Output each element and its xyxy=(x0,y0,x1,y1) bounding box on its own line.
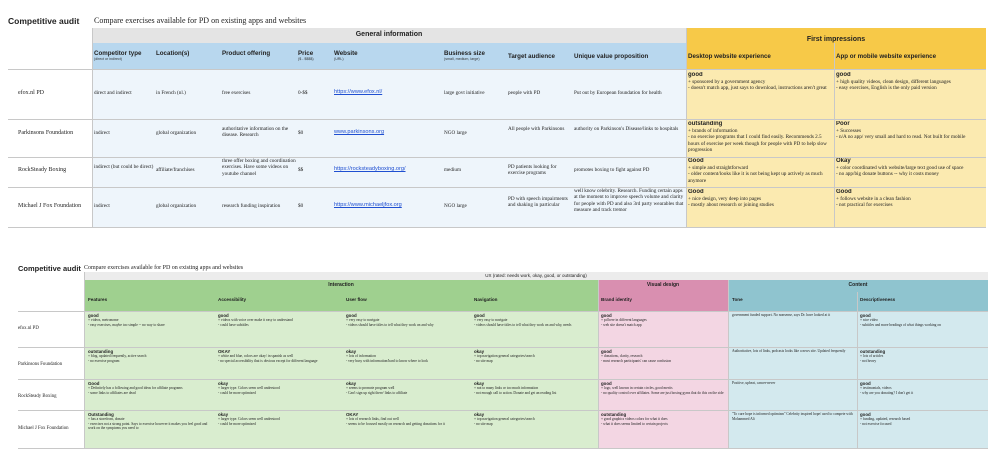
group-first-impressions: First impressions xyxy=(806,36,866,43)
cell-descriptiveness: good + testimonials, videos - why are you donating? I don't get it xyxy=(860,381,914,395)
divider xyxy=(598,280,599,448)
cell-uvp: promotes boxing to fight against PD xyxy=(574,167,650,173)
divider xyxy=(92,28,93,227)
group-general-information: General information xyxy=(355,31,423,38)
cell-user-flow: okay + seems to promote program well - Can't sign up right there/ links to affiliate xyxy=(346,381,408,395)
cell-accessibility: good + videos with voice over make it easy to understand - could have subtitles xyxy=(218,313,293,327)
row-name: RockSteady Boxing xyxy=(18,394,57,399)
top-audit-title: Competitive audit xyxy=(8,16,80,26)
cell-uvp: authority on Parkinson's Disease/links to hospitals xyxy=(574,126,679,132)
cell-audience: PD patients looking for exercise programs xyxy=(508,164,557,177)
cell-uvp: Put out by European foundation for health xyxy=(574,90,662,96)
row-name: Michael J Fox Foundation xyxy=(18,426,69,431)
cell-navigation: okay + not to many links or too much information - not enough call to action. Donate and get an reading list xyxy=(474,381,557,395)
group-content: Content xyxy=(848,282,868,288)
row-name: efox.nl PD xyxy=(18,326,39,331)
divider xyxy=(18,379,988,380)
col-desktop-experience: Desktop website experience xyxy=(688,53,771,60)
cell-navigation: good + very easy to navigate - videos should have titles to tell what they work on and why, needs xyxy=(474,313,572,327)
cell-descriptiveness: good + funding, updated, research based - not exercise focused xyxy=(860,412,911,426)
bottom-audit-subtitle: Compare exercises available for PD on existing apps and websites xyxy=(84,265,244,271)
divider xyxy=(84,272,85,448)
cell-desktop: Good + simple and straightforward - older content/looks like it is not being kept up actively as much anymore xyxy=(688,158,823,184)
cell-price: $0 xyxy=(298,203,304,209)
cell-descriptiveness: outstanding + lots of articles - not heavy xyxy=(860,349,886,363)
divider xyxy=(8,227,986,228)
cell-navigation: okay + top navigation general categories/search - no site map xyxy=(474,412,535,426)
col-navigation: Navigation xyxy=(474,297,498,302)
col-product-offering: Product offering xyxy=(222,50,271,57)
cell-features: Outstanding + has a storefront, donate - exercises not a strong point. Says to exercise however it makes you feel good and work on the symptoms you need to xyxy=(88,412,208,431)
cell-price: $$ xyxy=(298,167,304,173)
divider xyxy=(18,410,988,411)
col-price: Price ($ - $$$$) xyxy=(298,50,314,61)
cell-tone: government funded support. No nonsense, says Dr. have looked at it xyxy=(732,313,831,317)
cell-type: indirect xyxy=(94,203,110,209)
row-name: Michael J Fox Foundation xyxy=(18,203,82,209)
cell-location: affiliate/franchises xyxy=(156,167,195,173)
cell-tone: Authoritative, lots of links, podcasts looks like a news site. Updated frequently xyxy=(732,349,846,353)
website-link[interactable]: https://www.michaeljfox.org xyxy=(334,202,402,208)
cell-mobile: Okay + color coordinated with website/large text good use of space - no app/big donate buttons -- why it costs money xyxy=(836,158,964,178)
col-descriptiveness: Descriptiveness xyxy=(860,297,896,302)
cell-price: 0-$$ xyxy=(298,90,308,96)
col-features: Features xyxy=(88,297,108,302)
cell-uvp: well know celebrity. Research. Funding certain apps at the moment to improve speech volume and clarity for people with PD and also 3rd party wearables that measure and track tremor xyxy=(574,188,684,214)
cell-location: in French (nl.) xyxy=(156,90,186,96)
cell-brand-identity: good + logo, well known in certain circles, good merits - no quality control over affiliates. Some are just boxing gyms that do this on the side xyxy=(601,381,724,395)
cell-offering: three offer boxing and coordination exercises. Have some videos on youtube channel xyxy=(222,158,296,177)
cell-accessibility: okay + larger type. Colors seem well understood - could be more optimized xyxy=(218,381,280,395)
cell-brand-identity: good + donations, clarity, research - most research participants' can cause confusion xyxy=(601,349,672,363)
cell-audience: All people with Parkinsons xyxy=(508,126,565,132)
divider xyxy=(18,347,988,348)
cell-features: good + videos, metronome - easy exercises, maybe too simple -- no way to share xyxy=(88,313,165,327)
col-brand-identity: Brand identity xyxy=(601,297,632,302)
col-accessibility: Accessibility xyxy=(218,297,247,302)
cell-type: indirect xyxy=(94,130,110,136)
first-impressions-header xyxy=(686,28,986,69)
cell-audience: people with PD xyxy=(508,90,541,96)
col-website: Website (URL) xyxy=(334,50,358,61)
group-interaction: Interaction xyxy=(328,282,354,288)
cell-type: indirect (but could be direct) xyxy=(94,164,154,170)
website-link[interactable]: www.parkinsons.org xyxy=(334,129,385,135)
cell-mobile: Good + follows website in a clean fashion - not practical for exercises xyxy=(836,189,911,209)
bottom-audit-title: Competitive audit xyxy=(18,264,81,273)
divider xyxy=(834,43,835,227)
row-name: Parkinsons Foundation xyxy=(18,362,63,367)
divider xyxy=(686,28,687,227)
cell-features: outstanding + blog, updated frequently, active search - no exercise program xyxy=(88,349,147,363)
cell-mobile: Poor + Successes - n/A no app/ very small and hard to read. Not built for mobile xyxy=(836,121,966,141)
cell-price: $0 xyxy=(298,130,304,136)
col-unique-value-proposition: Unique value proposition xyxy=(574,53,649,60)
cell-features: Good + Definitely has a following and good ideas for affiliate programs - some links to affiliates are dead xyxy=(88,381,183,395)
cell-accessibility: OKAY + white and blue, colors are okay/ in spanish as well - no special accessibility that is obvious except for different language xyxy=(218,349,318,363)
website-link[interactable]: https://rocksteadyboxing.org/ xyxy=(334,166,406,172)
cell-user-flow: good + very easy to navigate - videos should have titles to tell what they work on and why xyxy=(346,313,434,327)
row-name: efox.nl PD xyxy=(18,90,44,96)
cell-location: global organization xyxy=(156,130,197,136)
cell-descriptiveness: good + nice video - subtitles and more headings of what things working on xyxy=(860,313,941,327)
cell-desktop: Good + nice design, very deep into pages - mostly about research or joining studies xyxy=(688,189,774,209)
cell-navigation: okay + top navigation general categories/search - no site map xyxy=(474,349,535,363)
cell-user-flow: okay + lots of information - very busy with information/hard to know where to look xyxy=(346,349,428,363)
cell-size: large govt initiative xyxy=(444,90,485,96)
col-location: Location(s) xyxy=(156,50,190,57)
col-business-size: Business size (small, medium, large) xyxy=(444,50,485,61)
cell-offering: authoritative information on the disease. Research xyxy=(222,126,289,139)
cell-size: medium xyxy=(444,167,462,173)
row-name: Parkinsons Foundation xyxy=(18,130,74,136)
cell-tone: Positive, upbeat, cancer-never xyxy=(732,381,776,385)
cell-user-flow: OKAY + lots of research links, find out well - seems to be focused mostly on research and getting donations for it xyxy=(346,412,445,426)
divider xyxy=(857,292,858,448)
col-mobile-experience: App or mobile website experience xyxy=(836,53,937,60)
website-link[interactable]: https://www.efox.nl/ xyxy=(334,89,383,95)
cell-accessibility: okay + larger type. Colors seem well understood - could be more optimized xyxy=(218,412,280,426)
divider xyxy=(18,448,988,449)
col-target-audience: Target audience xyxy=(508,53,555,60)
divider xyxy=(728,280,729,448)
divider xyxy=(18,311,988,312)
cell-offering: free exercises xyxy=(222,90,251,96)
cell-audience: PD with speech impairments and shaking in particular xyxy=(508,196,568,209)
col-competitor-type: Competitor type (direct or indirect) xyxy=(94,50,142,61)
cell-size: NGO large xyxy=(444,203,467,209)
col-tone: Tone xyxy=(732,297,743,302)
cell-location: global organization xyxy=(156,203,197,209)
cell-desktop: good + sponsored by a government agency - doesn't match app, just says to download, instructions aren't great xyxy=(688,72,827,92)
cell-type: direct and indirect xyxy=(94,90,132,96)
ux-rating-note: UX (rated: needs work, okay, good, or outstanding) xyxy=(485,273,587,278)
divider xyxy=(8,187,986,188)
col-user-flow: User flow xyxy=(346,297,367,302)
cell-mobile: good + high quality videos, clean design, different languages - easy exercises, English is the only paid version xyxy=(836,72,951,92)
row-name: RockSteady Boxing xyxy=(18,167,67,173)
top-audit-subtitle: Compare exercises available for PD on existing apps and websites xyxy=(94,16,307,25)
cell-size: NGO large xyxy=(444,130,467,136)
cell-desktop: outstanding + brands of information - no exercise programs that I could find easily. Recommends 2.5 hours of exercise per week though for people with PD to help slow progression xyxy=(688,121,827,154)
group-visual-design: Visual design xyxy=(646,282,680,288)
divider xyxy=(8,69,986,70)
cell-brand-identity: good + pd here in different languages - web site doesn't match app xyxy=(601,313,647,327)
cell-tone: "To cure hope is informed optimism" Celebrity inspired hope/ used to compete with Mohammed Ali xyxy=(732,412,853,421)
divider xyxy=(8,119,986,120)
cell-brand-identity: outstanding + good graphics videos colors for what it does - what it does seems limited to certain projects xyxy=(601,412,668,426)
cell-offering: research funding inspiration xyxy=(222,203,281,209)
